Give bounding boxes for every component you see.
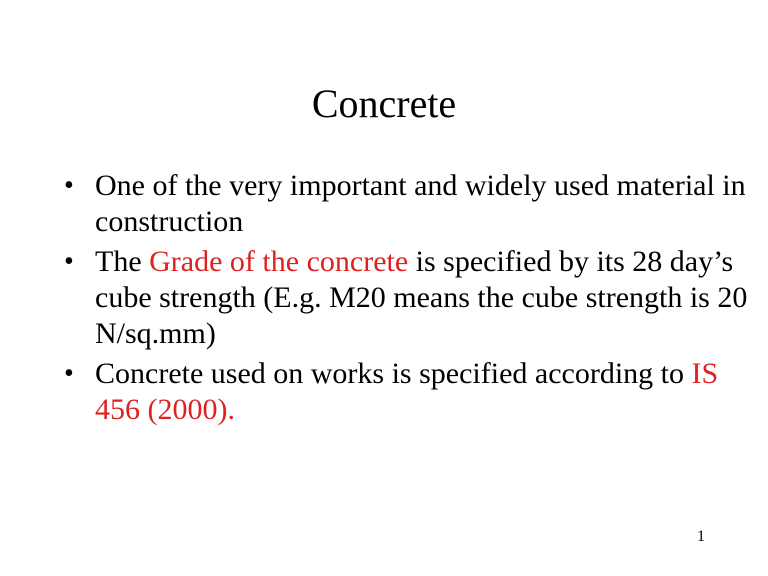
bullet-item — [64, 356, 754, 428]
bullet-list — [64, 168, 754, 432]
bullet-item — [64, 244, 754, 352]
slide-title — [0, 80, 768, 128]
bullet-dot-icon: • — [64, 246, 74, 277]
bullet-text: One of the very important and widely used material in construction — [95, 169, 746, 238]
bullet-highlight-text: IS 456 (2000). — [95, 357, 719, 426]
slide-title-text: Concrete — [311, 81, 457, 126]
page-number: 1 — [697, 528, 705, 545]
bullet-text: The — [95, 245, 150, 278]
bullet-dot-icon: • — [64, 358, 74, 389]
bullet-text-continued: is specified by its 28 day’s cube strength (E.g. M20 means the cube strength is 20 N/sq.mm) — [95, 245, 748, 350]
bullet-dot-icon: • — [64, 170, 74, 201]
bullet-item — [64, 168, 754, 240]
bullet-highlight-text: Grade of the concrete — [149, 245, 409, 278]
bullet-text: Concrete used on works is specified according to — [95, 357, 692, 390]
